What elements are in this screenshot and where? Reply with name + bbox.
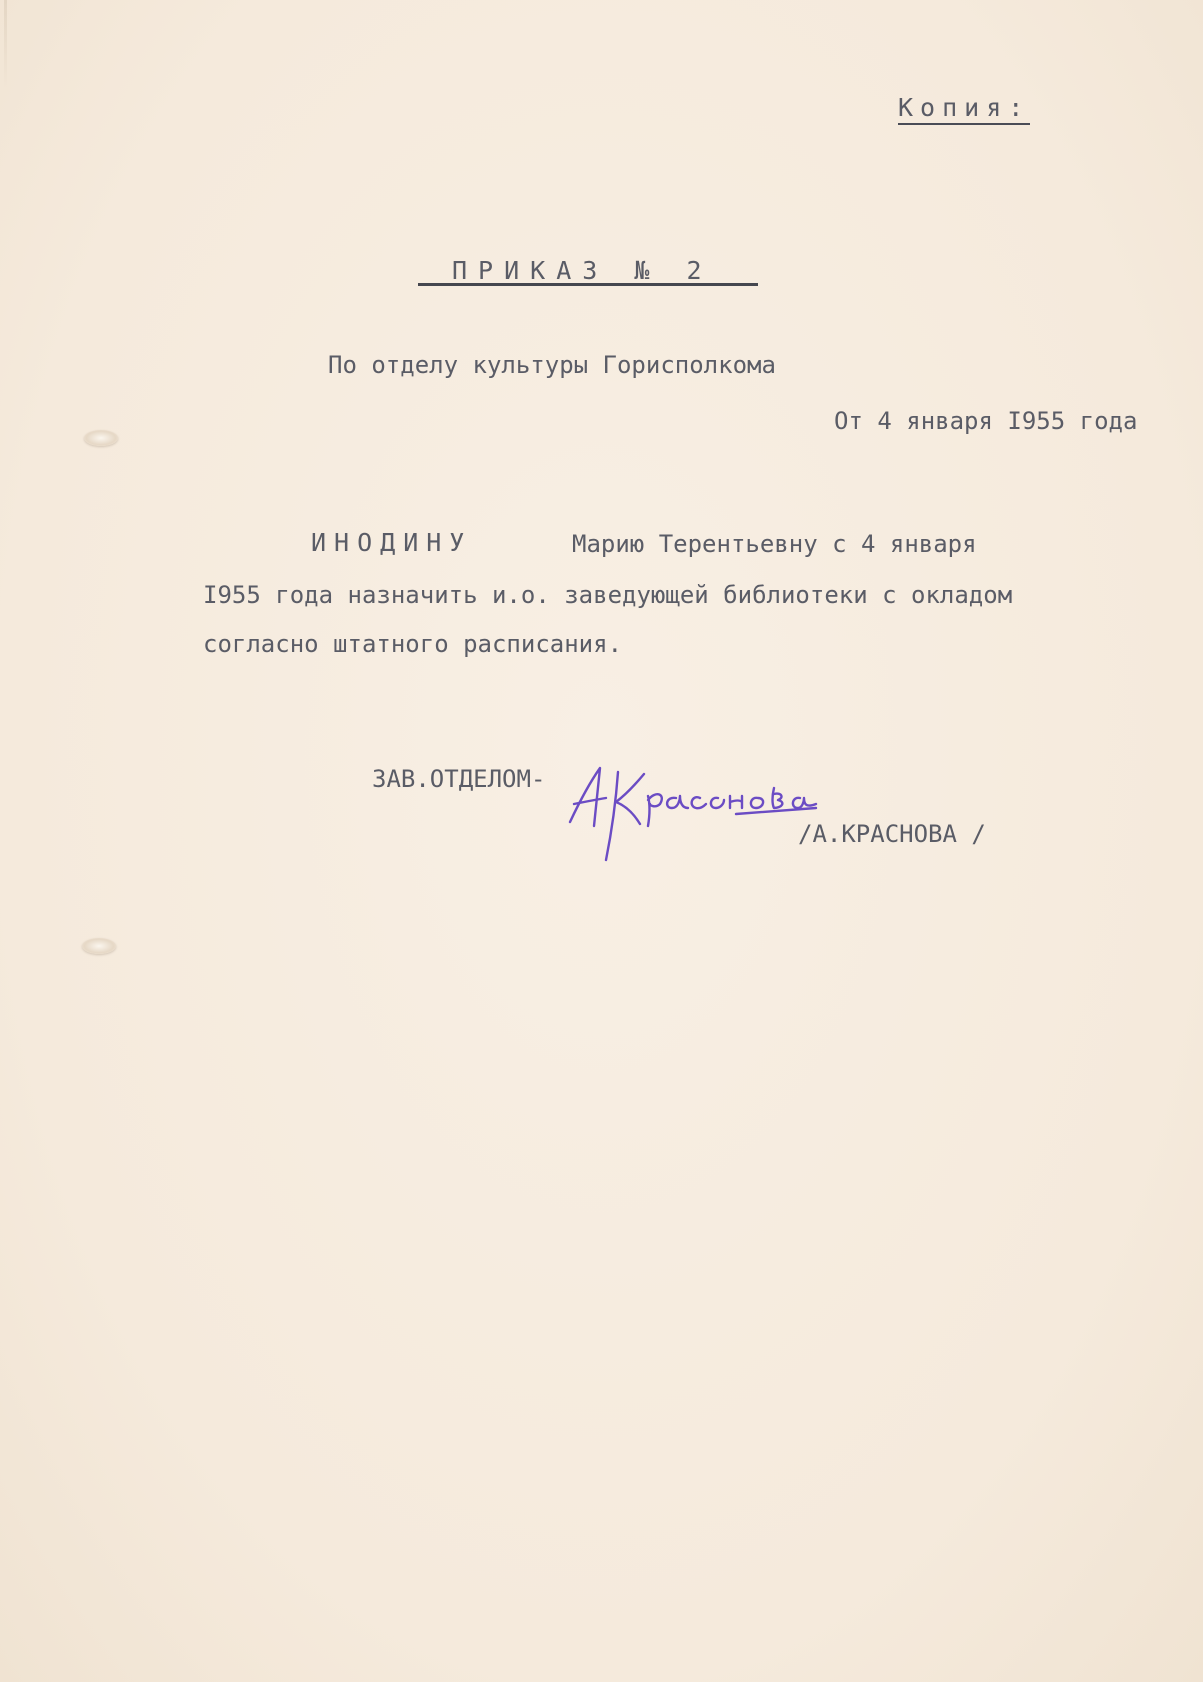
signatory-role: ЗАВ.ОТДЕЛОМ- (372, 765, 546, 793)
title-underline (418, 283, 758, 286)
signatory-name: /А.КРАСНОВА / (798, 820, 986, 848)
copy-mark: Копия: (898, 95, 1030, 125)
department-line: По отделу культуры Горисполкома (328, 351, 776, 379)
body-line-3: согласно штатного расписания. (203, 630, 623, 658)
body-surname: ИНОДИНУ (311, 528, 473, 557)
staple-hole-top (84, 430, 118, 446)
order-date: От 4 января I955 года (834, 407, 1138, 435)
body-line-1: Марию Терентьевну с 4 января (572, 530, 977, 558)
order-title: ПРИКАЗ № 2 (452, 256, 713, 285)
paper-crease (4, 0, 7, 90)
body-line-2: I955 года назначить и.о. заведующей библиотеки с окладом (203, 581, 1013, 609)
staple-hole-bottom (82, 938, 116, 954)
handwritten-signature (560, 760, 820, 870)
